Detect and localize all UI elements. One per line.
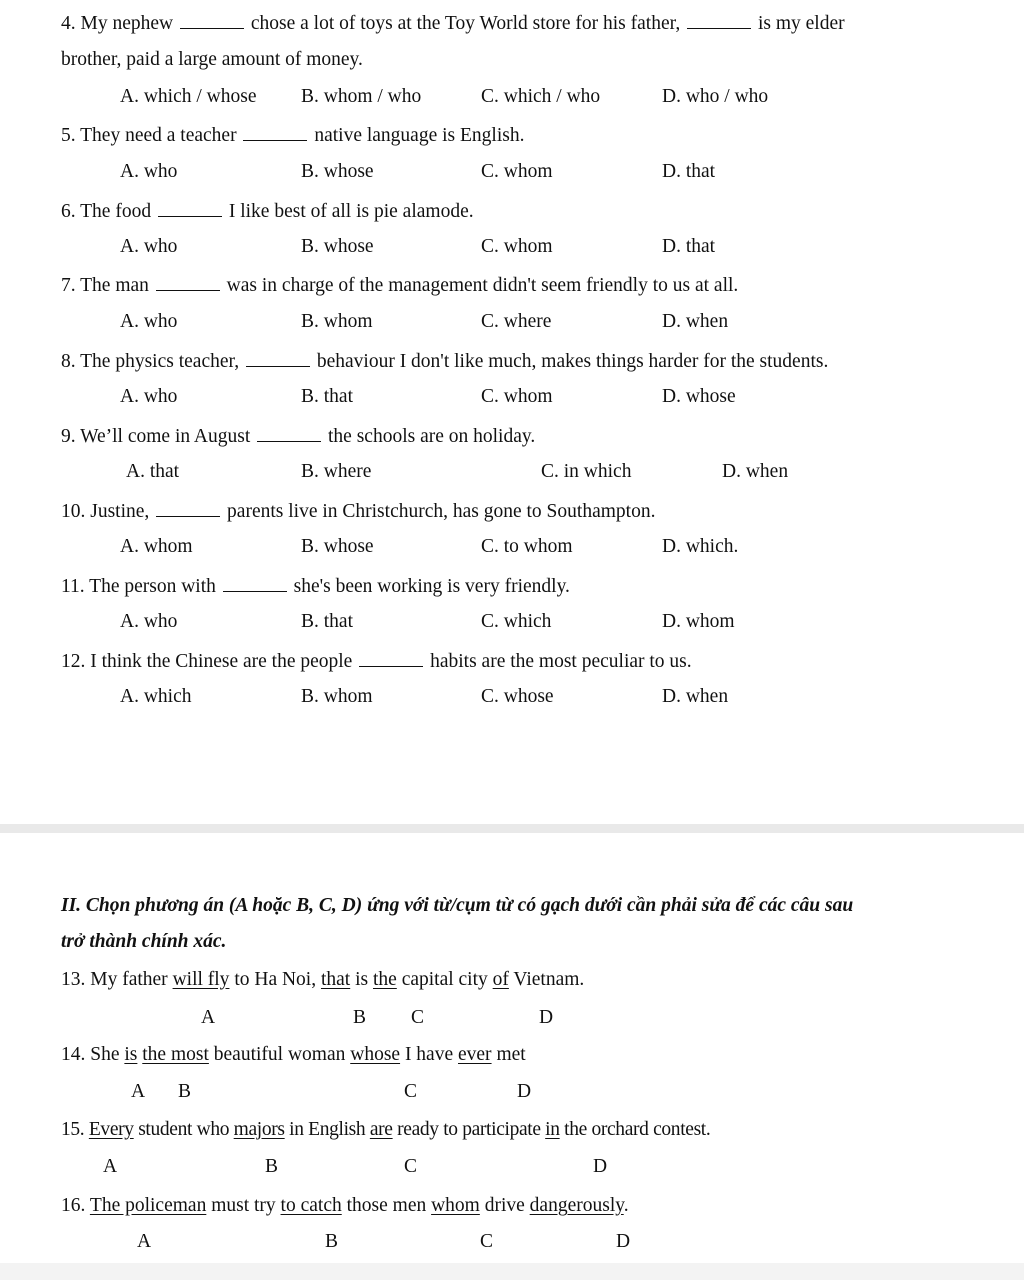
q7-option-a: A. who — [120, 311, 178, 332]
q6-option-a: A. who — [120, 236, 178, 257]
q6-option-c: C. whom — [481, 236, 553, 257]
q9-text-2: the schools are on holiday. — [328, 426, 536, 447]
q14-stem — [61, 1043, 526, 1067]
q16-text-4: drive — [479, 1195, 530, 1216]
q13-text-2: to Ha Noi, — [229, 969, 321, 990]
q10-blank — [156, 498, 220, 517]
q4-stem-line2: brother, paid a large amount of money. — [61, 49, 363, 70]
q9-text-1: 9. We’ll come in August — [61, 426, 251, 447]
q13-underlined-d: of — [492, 969, 509, 990]
q10-option-b: B. whose — [301, 536, 374, 557]
q9-stem — [61, 423, 535, 449]
q8-option-b: B. that — [301, 386, 353, 407]
q8-option-a: A. who — [120, 386, 178, 407]
q16-stem — [61, 1194, 629, 1218]
q11-text-2: she's been working is very friendly. — [293, 576, 570, 597]
q4-text-2: chose a lot of toys at the Toy World store for his father, — [250, 13, 681, 34]
q4-blank-1 — [180, 10, 244, 29]
q15-underlined-c: are — [369, 1119, 393, 1140]
q11-option-d: D. whom — [662, 611, 735, 632]
q9-blank — [257, 423, 321, 442]
q10-option-a: A. whom — [120, 536, 193, 557]
q15-text-5: the orchard contest. — [559, 1119, 711, 1140]
q11-stem — [61, 573, 570, 599]
q16-letter-c: C — [480, 1231, 494, 1252]
q11-option-a: A. who — [120, 611, 178, 632]
q9-option-d: D. when — [722, 461, 789, 482]
q6-option-b: B. whose — [301, 236, 374, 257]
bottom-strip — [0, 1263, 1024, 1280]
q8-option-c: C. whom — [481, 386, 553, 407]
q14-letter-d: D — [517, 1081, 532, 1102]
q13-letter-c: C — [411, 1007, 425, 1028]
q4-text-3: is my elder — [757, 13, 845, 34]
q6-text-2: I like best of all is pie alamode. — [228, 201, 474, 222]
q11-text-1: 11. The person with — [61, 576, 216, 597]
q16-underlined-a: The policeman — [89, 1195, 207, 1216]
q14-text-5: met — [491, 1044, 526, 1065]
q4-stem — [61, 10, 845, 36]
q5-stem — [61, 122, 524, 148]
q14-letter-a: A — [131, 1081, 146, 1102]
q7-text-2: was in charge of the management didn't seem friendly to us at all. — [226, 275, 739, 296]
q15-letter-d: D — [593, 1156, 608, 1177]
q15-letter-c: C — [404, 1156, 418, 1177]
q16-underlined-d: dangerously — [529, 1195, 624, 1216]
q6-option-d: D. that — [662, 236, 716, 257]
q11-option-b: B. that — [301, 611, 353, 632]
q11-option-c: C. which — [481, 611, 552, 632]
q15-underlined-a: Every — [88, 1119, 134, 1140]
q4-text-1: 4. My nephew — [61, 13, 174, 34]
q14-text-4: I have — [400, 1044, 458, 1065]
q12-blank — [359, 648, 423, 667]
q8-text-1: 8. The physics teacher, — [61, 351, 240, 372]
q12-option-a: A. which — [120, 686, 192, 707]
q8-blank — [246, 348, 310, 367]
q16-text-1: 16. — [61, 1195, 90, 1216]
section2-heading-line2: trở thành chính xác. — [61, 931, 227, 952]
section2-heading: II. Chọn phương án (A hoặc B, C, D) ứng với từ/cụm từ có gạch dưới cần phải sửa để các câu sau — [61, 895, 854, 916]
q14-letter-c: C — [404, 1081, 418, 1102]
q15-stem — [61, 1118, 710, 1142]
q14-underlined-a: is — [124, 1044, 138, 1065]
q16-text-2: must try — [206, 1195, 281, 1216]
q15-letter-a: A — [103, 1156, 118, 1177]
q5-option-c: C. whom — [481, 161, 553, 182]
q4-option-c: C. which / who — [481, 86, 601, 107]
q4-option-a: A. which / whose — [120, 86, 257, 107]
q13-text-5: Vietnam. — [508, 969, 585, 990]
q10-text-2: parents live in Christchurch, has gone to Southampton. — [227, 501, 656, 522]
q5-option-a: A. who — [120, 161, 178, 182]
q13-text-3: is — [350, 969, 373, 990]
q16-letter-d: D — [616, 1231, 631, 1252]
q14-underlined-c: whose — [350, 1044, 401, 1065]
q12-text-2: habits are the most peculiar to us. — [430, 651, 692, 672]
q12-stem — [61, 648, 692, 674]
q15-underlined-d: in — [545, 1119, 560, 1140]
q14-underlined-d: ever — [458, 1044, 492, 1065]
q6-blank — [158, 198, 222, 217]
q15-text-3: in English — [284, 1119, 370, 1140]
q6-stem — [61, 198, 474, 224]
q15-text-4: ready to participate — [392, 1119, 546, 1140]
q13-letter-a: A — [201, 1007, 216, 1028]
q4-option-d: D. who / who — [662, 86, 769, 107]
q13-stem — [61, 968, 584, 992]
q14-letter-b: B — [178, 1081, 192, 1102]
q13-underlined-a: will fly — [172, 969, 230, 990]
q9-option-c: C. in which — [541, 461, 632, 482]
q16-text-5: . — [623, 1195, 629, 1216]
q5-text-1: 5. They need a teacher — [61, 125, 237, 146]
q7-option-c: C. where — [481, 311, 552, 332]
q13-letter-d: D — [539, 1007, 554, 1028]
q8-text-2: behaviour I don't like much, makes things harder for the students. — [316, 351, 829, 372]
q16-underlined-c: whom — [431, 1195, 480, 1216]
q15-underlined-b: majors — [233, 1119, 285, 1140]
q11-blank — [223, 573, 287, 592]
q16-letter-b: B — [325, 1231, 339, 1252]
q13-text-4: capital city — [396, 969, 493, 990]
q12-option-d: D. when — [662, 686, 729, 707]
q9-option-b: B. where — [301, 461, 372, 482]
q10-stem — [61, 498, 655, 524]
q15-letter-b: B — [265, 1156, 279, 1177]
q5-blank — [243, 122, 307, 141]
q12-text-1: 12. I think the Chinese are the people — [61, 651, 353, 672]
q16-underlined-b: to catch — [280, 1195, 342, 1216]
q14-text-3: beautiful woman — [208, 1044, 351, 1065]
q5-option-d: D. that — [662, 161, 716, 182]
q7-stem — [61, 272, 738, 298]
q10-text-1: 10. Justine, — [61, 501, 150, 522]
q8-stem — [61, 348, 828, 374]
q15-text-1: 15. — [61, 1119, 89, 1140]
q14-underlined-b: the most — [142, 1044, 209, 1065]
q13-text-1: 13. My father — [61, 969, 173, 990]
q8-option-d: D. whose — [662, 386, 736, 407]
q5-text-2: native language is English. — [314, 125, 525, 146]
q14-text-1: 14. She — [61, 1044, 125, 1065]
q6-text-1: 6. The food — [61, 201, 152, 222]
q12-option-c: C. whose — [481, 686, 554, 707]
q7-option-b: B. whom — [301, 311, 373, 332]
q4-blank-2 — [687, 10, 751, 29]
q13-letter-b: B — [353, 1007, 367, 1028]
q7-blank — [156, 272, 220, 291]
q7-text-1: 7. The man — [61, 275, 149, 296]
q9-option-a: A. that — [126, 461, 180, 482]
q13-underlined-b: that — [320, 969, 351, 990]
q12-option-b: B. whom — [301, 686, 373, 707]
q4-option-b: B. whom / who — [301, 86, 422, 107]
q13-underlined-c: the — [372, 969, 397, 990]
q16-text-3: those men — [341, 1195, 432, 1216]
q15-text-2: student who — [133, 1119, 234, 1140]
q16-letter-a: A — [137, 1231, 152, 1252]
q10-option-d: D. which. — [662, 536, 739, 557]
page-divider — [0, 824, 1024, 833]
q7-option-d: D. when — [662, 311, 729, 332]
q10-option-c: C. to whom — [481, 536, 573, 557]
q5-option-b: B. whose — [301, 161, 374, 182]
